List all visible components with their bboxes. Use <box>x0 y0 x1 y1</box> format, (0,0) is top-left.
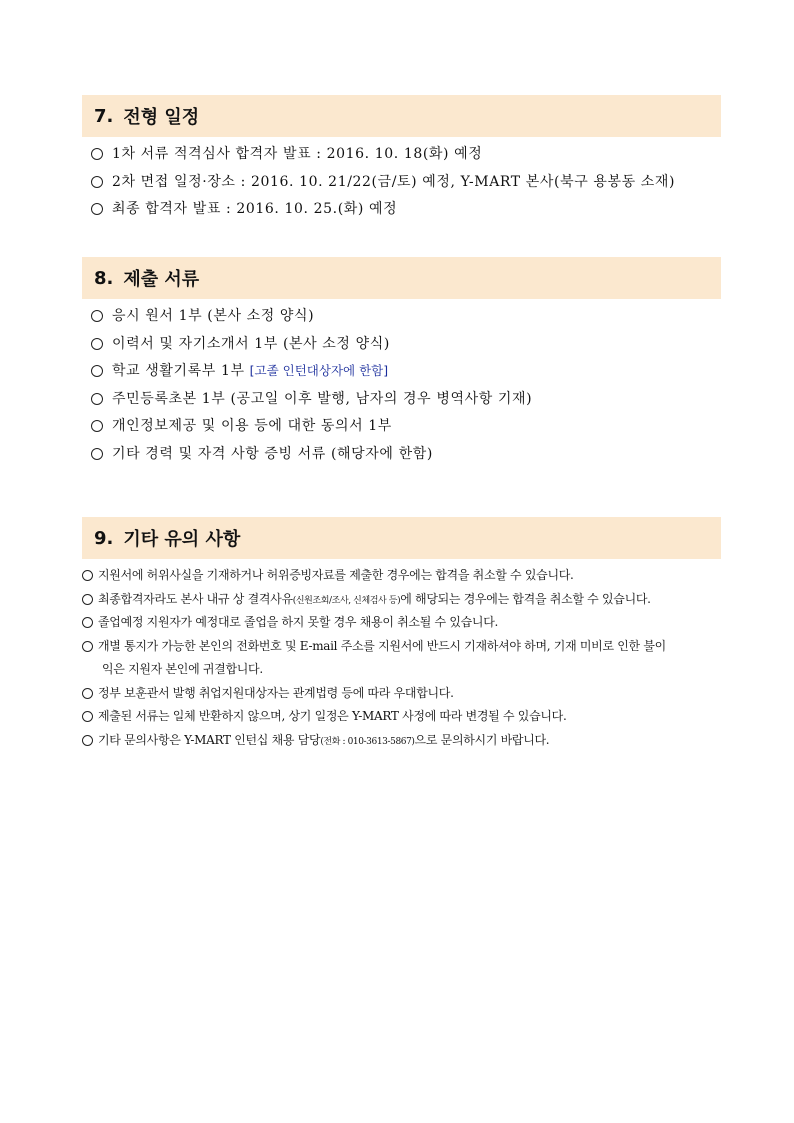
section-schedule <box>82 95 721 227</box>
circle-bullet-icon <box>91 338 103 350</box>
circle-bullet-icon <box>91 310 103 322</box>
section-title: 기타 유의 사항 <box>123 529 241 550</box>
section-title: 제출 서류 <box>123 269 200 290</box>
circle-bullet-icon <box>91 148 103 160</box>
circle-bullet-icon <box>91 448 103 460</box>
list-item: 주민등록초본 1부 (공고일 이후 발행, 남자의 경우 병역사항 기재) <box>82 389 721 417</box>
circle-bullet-icon <box>82 735 93 746</box>
circle-bullet-icon <box>91 203 103 215</box>
section-number: 7. <box>94 105 114 127</box>
circle-bullet-icon <box>91 365 103 377</box>
notes-list <box>82 567 742 755</box>
list-item: 졸업예정 지원자가 예정대로 졸업을 하지 못할 경우 채용이 취소될 수 있습니다. <box>82 614 742 638</box>
list-item: 최종 합격자 발표 : 2016. 10. 25.(화) 예정 <box>82 199 721 227</box>
circle-bullet-icon <box>91 393 103 405</box>
circle-bullet-icon <box>82 641 93 652</box>
circle-bullet-icon <box>82 711 93 722</box>
list-item: 응시 원서 1부 (본사 소정 양식) <box>82 306 721 334</box>
list-item: 제출된 서류는 일체 반환하지 않으며, 상기 일정은 Y-MART 사정에 따라 변경될 수 있습니다. <box>82 708 742 732</box>
circle-bullet-icon <box>82 570 93 581</box>
list-item: 기타 경력 및 자격 사항 증빙 서류 (해당자에 한함) <box>82 444 721 472</box>
list-item: 개별 통지가 가능한 본인의 전화번호 및 E-mail 주소를 지원서에 반드시 기재하셔야 하며, 기재 미비로 인한 불이 익은 지원자 본인에 귀결합니다. <box>82 638 742 685</box>
circle-bullet-icon <box>82 688 93 699</box>
list-item: 기타 문의사항은 Y-MART 인턴십 채용 담당(전화 : 010-3613-5867)으로 문의하시기 바랍니다. <box>82 732 742 756</box>
list-item: 2차 면접 일정·장소 : 2016. 10. 21/22(금/토) 예정, Y-MART 본사(북구 용봉동 소재) <box>82 172 721 200</box>
section-number: 8. <box>94 267 114 289</box>
circle-bullet-icon <box>91 420 103 432</box>
list-item: 정부 보훈관서 발행 취업지원대상자는 관계법령 등에 따라 우대합니다. <box>82 685 742 709</box>
section-title: 전형 일정 <box>123 107 200 128</box>
highlight-note: [고졸 인턴대상자에 한함] <box>249 363 389 378</box>
schedule-list <box>82 144 721 227</box>
circle-bullet-icon <box>82 594 93 605</box>
list-item: 1차 서류 적격심사 합격자 발표 : 2016. 10. 18(화) 예정 <box>82 144 721 172</box>
list-item: 최종합격자라도 본사 내규 상 결격사유(신원조회/조사, 신체검사 등)에 해당되는 경우에는 합격을 취소할 수 있습니다. <box>82 591 742 615</box>
list-item: 지원서에 허위사실을 기재하거나 허위증빙자료를 제출한 경우에는 합격을 취소할 수 있습니다. <box>82 567 742 591</box>
section-notes <box>82 517 721 755</box>
circle-bullet-icon <box>91 176 103 188</box>
documents-list <box>82 306 721 471</box>
section-heading <box>82 257 721 299</box>
circle-bullet-icon <box>82 617 93 628</box>
section-documents <box>82 257 721 471</box>
list-item: 이력서 및 자기소개서 1부 (본사 소정 양식) <box>82 334 721 362</box>
list-item: 학교 생활기록부 1부 [고졸 인턴대상자에 한함] <box>82 361 721 389</box>
section-heading <box>82 517 721 559</box>
list-item: 개인정보제공 및 이용 등에 대한 동의서 1부 <box>82 416 721 444</box>
section-number: 9. <box>94 527 114 549</box>
section-heading <box>82 95 721 137</box>
